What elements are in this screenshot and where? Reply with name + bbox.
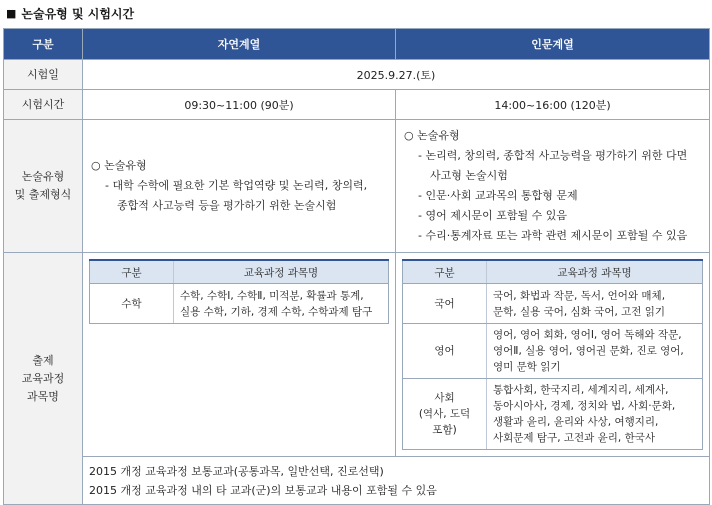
natural-subject-table xyxy=(89,259,389,324)
essay-type-label: 논술유형 및 출제형식 xyxy=(4,120,83,253)
table-row xyxy=(90,284,389,324)
curriculum-note-1: 2015 개정 교육과정 보통교과(공통과목, 일반선택, 진로선택) xyxy=(89,464,384,478)
table-row xyxy=(403,379,703,450)
exam-time-label: 시험시간 xyxy=(4,90,83,120)
humanities-cat-korean: 국어 xyxy=(403,284,487,324)
curriculum-label: 출제 교육과정 과목명 xyxy=(4,253,83,505)
essay-type-row xyxy=(4,120,710,253)
header-category: 구분 xyxy=(4,29,83,60)
essay-type-humanities: ○ 논술유형 - 논리력, 창의력, 종합적 사고능력을 평가하기 위한 다면 사고형 논술시험 - 인문·사회 교과목의 통합형 문제 - 영어 제시문이 포함될 수 있음 - 수리·통계자료 또는 과학 관련 제시문이 포함될 수 있음 xyxy=(396,120,710,253)
section-title xyxy=(6,4,134,22)
exam-date-row xyxy=(4,60,710,90)
header-row xyxy=(4,29,710,60)
header-humanities: 인문계열 xyxy=(396,29,710,60)
natural-cat-math: 수학 xyxy=(90,284,174,324)
natural-head-subjects: 교육과정 과목명 xyxy=(174,260,389,284)
square-bullet-icon: ■ xyxy=(6,6,17,20)
humanities-head-subjects: 교육과정 과목명 xyxy=(487,260,703,284)
humanities-subject-table xyxy=(402,259,703,450)
exam-date-value: 2025.9.27.(토) xyxy=(83,60,710,90)
table-row xyxy=(403,324,703,379)
humanities-subjects-korean: 국어, 화법과 작문, 독서, 언어와 매체, 문학, 실용 국어, 심화 국어, 고전 읽기 xyxy=(487,284,703,324)
curriculum-natural xyxy=(83,253,396,457)
natural-head-category: 구분 xyxy=(90,260,174,284)
exam-info-table xyxy=(3,28,710,505)
table-row xyxy=(403,284,703,324)
humanities-head-category: 구분 xyxy=(403,260,487,284)
curriculum-notes xyxy=(83,457,710,505)
essay-type-natural: ○ 논술유형 - 대학 수학에 필요한 기본 학업역량 및 논리력, 창의력, 종합적 사고능력 등을 평가하기 위한 논술시험 xyxy=(83,120,396,253)
exam-time-row xyxy=(4,90,710,120)
exam-date-label: 시험일 xyxy=(4,60,83,90)
humanities-subjects-social: 통합사회, 한국지리, 세계지리, 세계사, 동아시아사, 경제, 정치와 법, 사회·문화, 생활과 윤리, 윤리와 사상, 여행지리, 사회문제 탐구, 고전과 윤리, 한국사 xyxy=(487,379,703,450)
curriculum-row xyxy=(4,253,710,457)
curriculum-note-row xyxy=(4,457,710,505)
header-natural: 자연계열 xyxy=(83,29,396,60)
exam-time-humanities: 14:00~16:00 (120분) xyxy=(396,90,710,120)
curriculum-humanities xyxy=(396,253,710,457)
humanities-subjects-english: 영어, 영어 회화, 영어Ⅰ, 영어 독해와 작문, 영어Ⅱ, 실용 영어, 영어권 문화, 진로 영어, 영미 문학 읽기 xyxy=(487,324,703,379)
exam-time-natural: 09:30~11:00 (90분) xyxy=(83,90,396,120)
humanities-cat-social: 사회 (역사, 도덕 포함) xyxy=(403,379,487,450)
section-title-text: 논술유형 및 시험시간 xyxy=(21,6,135,21)
natural-subjects-math: 수학, 수학Ⅰ, 수학Ⅱ, 미적분, 확률과 통계, 실용 수학, 기하, 경제 수학, 수학과제 탐구 xyxy=(174,284,389,324)
humanities-cat-english: 영어 xyxy=(403,324,487,379)
curriculum-note-2: 2015 개정 교육과정 내의 타 교과(군)의 보통교과 내용이 포함될 수 있음 xyxy=(89,483,437,497)
